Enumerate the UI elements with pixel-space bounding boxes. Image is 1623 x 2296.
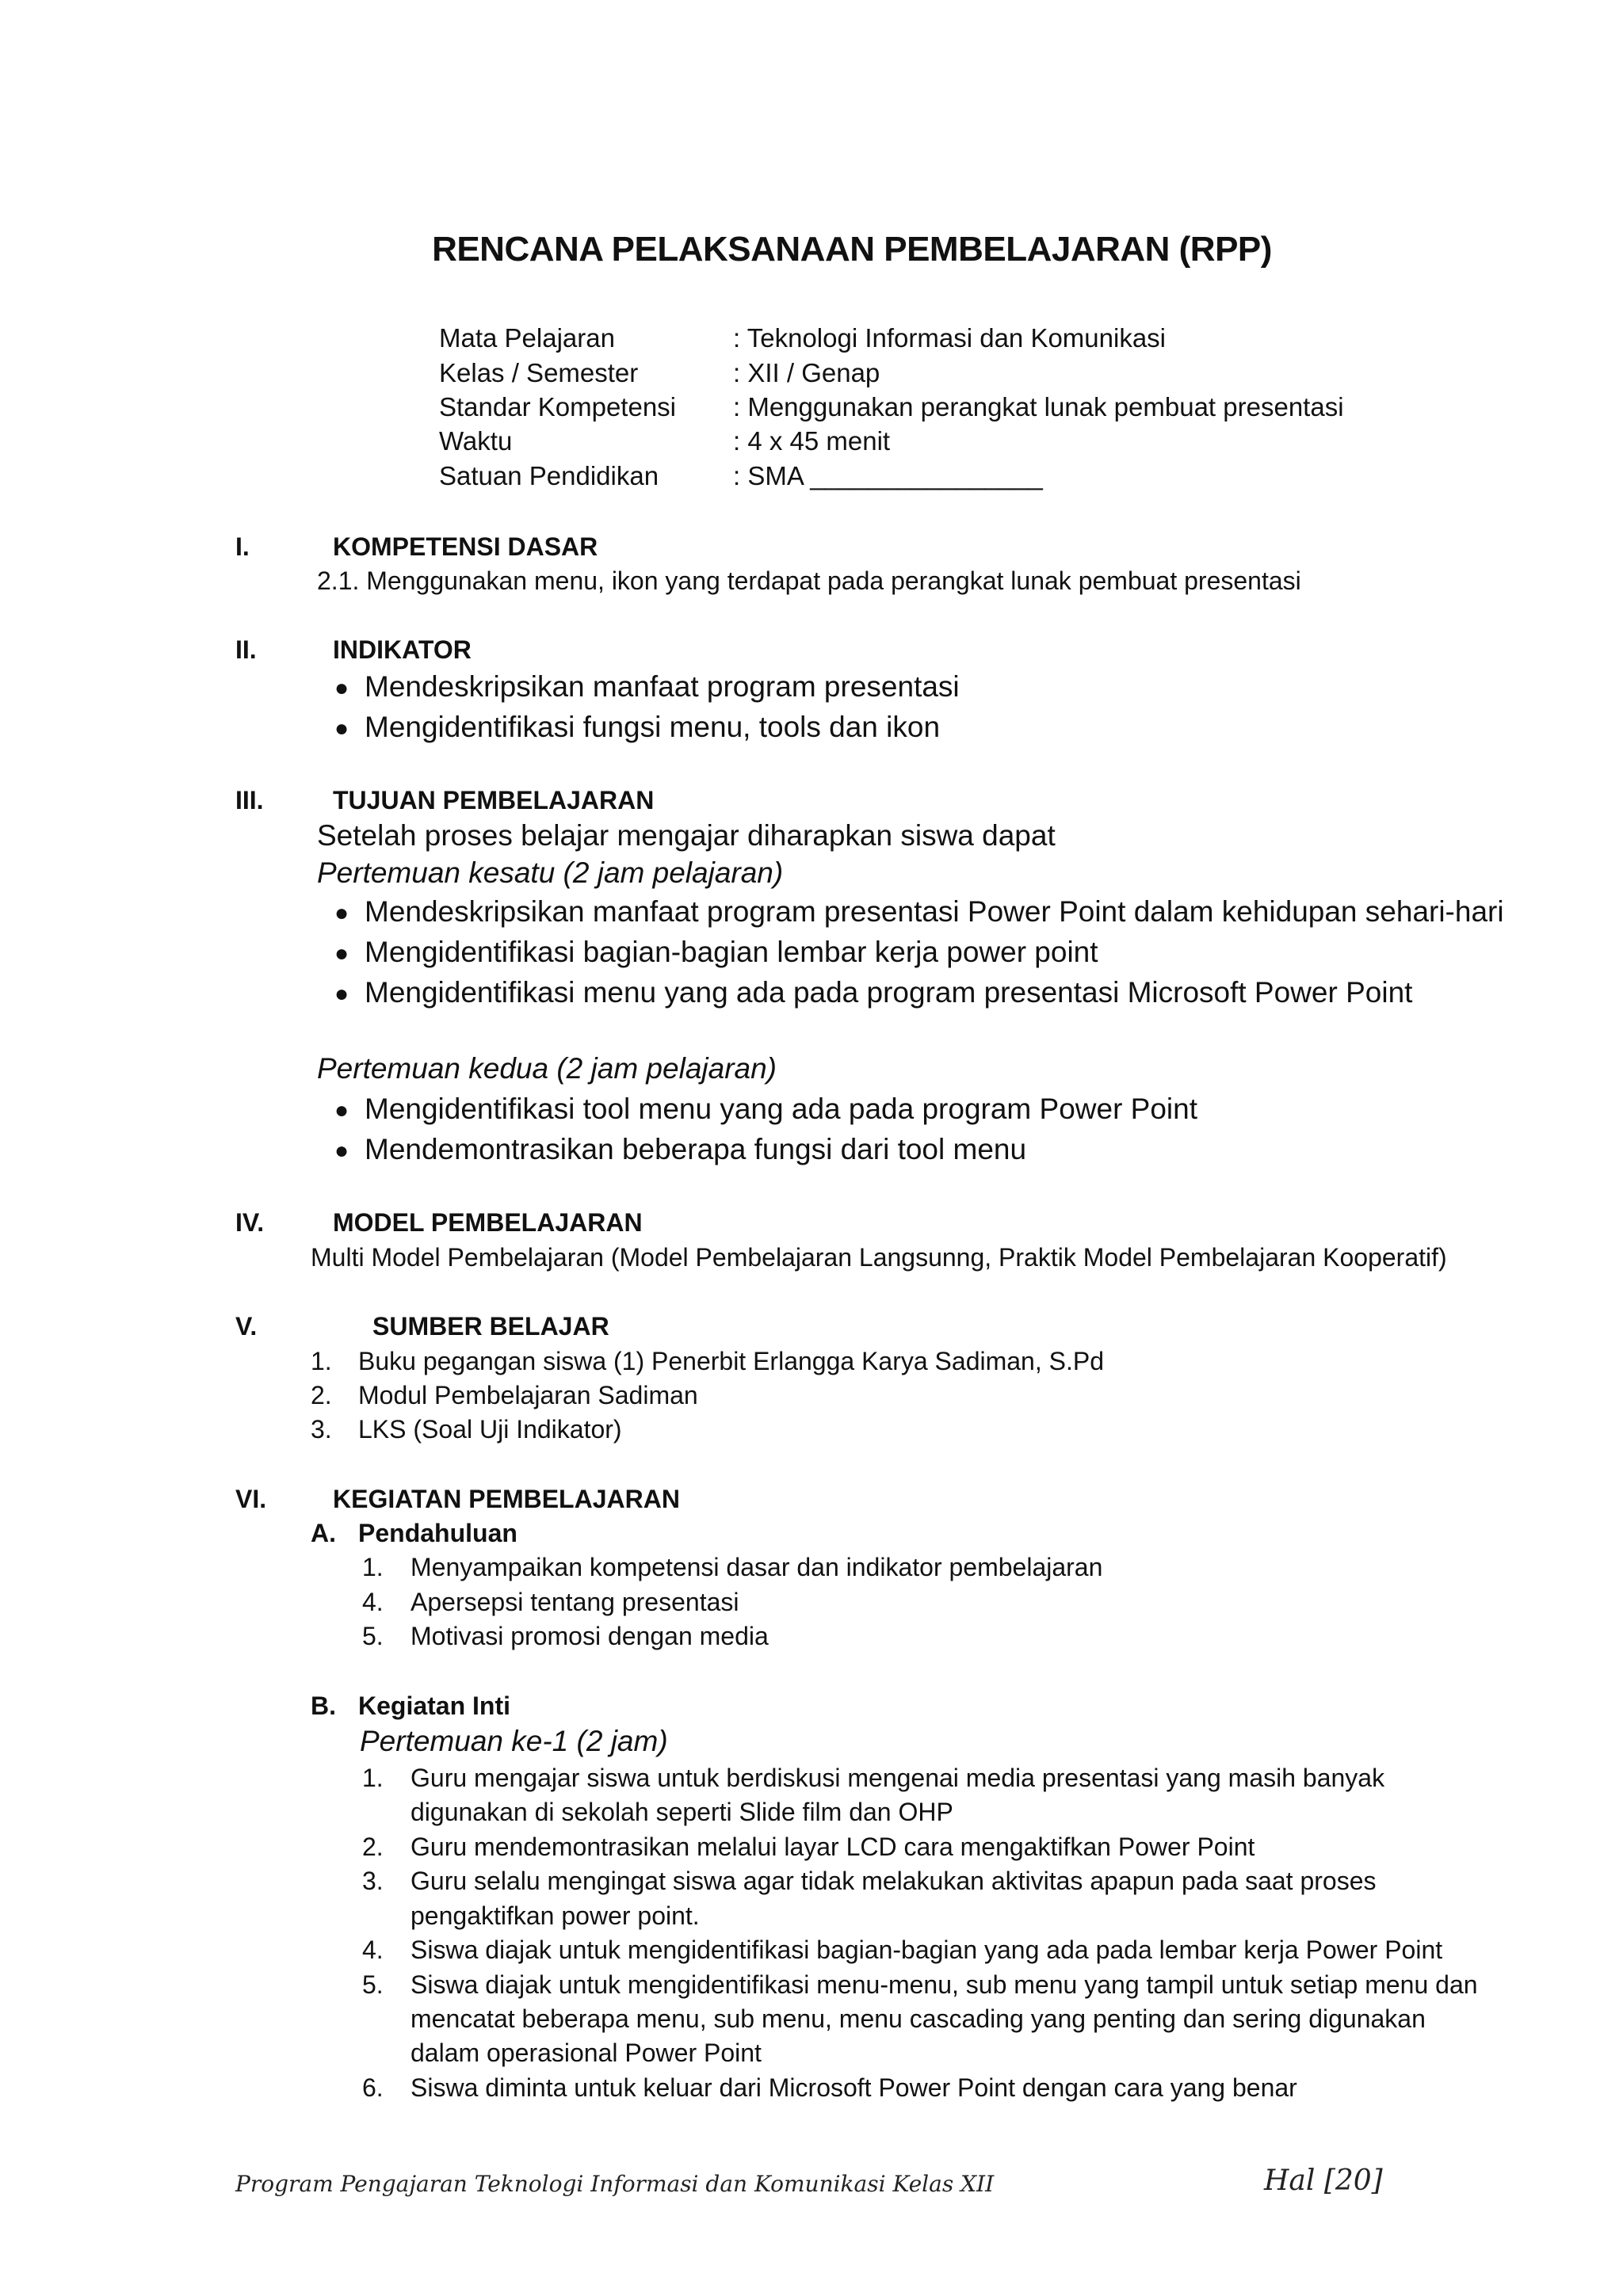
section-number: IV.: [235, 1208, 265, 1237]
bullet-icon: ●: [334, 1138, 349, 1164]
list-item: Mengidentifikasi tool menu yang ada pada program Power Point: [365, 1093, 1198, 1125]
list-number: 2.: [362, 1833, 384, 1861]
list-item: Modul Pembelajaran Sadiman: [358, 1381, 698, 1409]
list-number: 4.: [362, 1936, 384, 1964]
subsection-label: A.: [311, 1519, 336, 1547]
bullet-icon: ●: [334, 675, 349, 701]
footer-text: Program Pengajaran Teknologi Informasi dan Komunikasi Kelas XII: [235, 2171, 995, 2197]
info-value: : Teknologi Informasi dan Komunikasi: [733, 323, 1167, 353]
section-title: KOMPETENSI DASAR: [333, 532, 598, 561]
list-number: 1.: [362, 1553, 384, 1581]
list-item-continuation: pengaktifkan power point.: [411, 1901, 700, 1930]
meeting-heading: Pertemuan ke-1 (2 jam): [360, 1725, 668, 1757]
subsection-label: B.: [311, 1691, 336, 1720]
list-item: Siswa diminta untuk keluar dari Microsoft Power Point dengan cara yang benar: [411, 2073, 1297, 2102]
list-item: Mengidentifikasi fungsi menu, tools dan ikon: [365, 711, 941, 743]
list-number: 1.: [311, 1347, 332, 1375]
list-item: Motivasi promosi dengan media: [411, 1622, 769, 1650]
bullet-icon: ●: [334, 715, 349, 742]
section-number: II.: [235, 635, 257, 664]
list-number: 3.: [311, 1415, 332, 1444]
subsection-title: Pendahuluan: [358, 1519, 517, 1547]
info-label: Mata Pelajaran: [439, 323, 615, 353]
list-item: Mengidentifikasi menu yang ada pada program presentasi Microsoft Power Point: [365, 976, 1413, 1009]
list-item: Menyampaikan kompetensi dasar dan indikator pembelajaran: [411, 1553, 1103, 1581]
list-item: Mendeskripsikan manfaat program presentasi: [365, 670, 960, 703]
info-value: : 4 x 45 menit: [733, 426, 891, 456]
section-number: III.: [235, 786, 264, 814]
section-text: Multi Model Pembelajaran (Model Pembelajaran Langsunng, Praktik Model Pembelajaran Kooperatif): [311, 1243, 1447, 1272]
bullet-icon: ●: [334, 981, 349, 1007]
list-number: 4.: [362, 1588, 384, 1616]
list-item: Mendeskripsikan manfaat program presentasi Power Point dalam kehidupan sehari-hari: [365, 895, 1504, 928]
list-item-continuation: dalam operasional Power Point: [411, 2039, 762, 2067]
info-value: : SMA ________________: [733, 461, 1043, 490]
list-number: 3.: [362, 1867, 384, 1895]
section-intro: Setelah proses belajar mengajar diharapkan siswa dapat: [317, 819, 1056, 852]
list-number: 2.: [311, 1381, 332, 1409]
info-label: Standar Kompetensi: [439, 392, 677, 421]
info-value: : Menggunakan perangkat lunak pembuat presentasi: [733, 392, 1344, 421]
bullet-icon: ●: [334, 940, 349, 967]
info-label: Waktu: [439, 426, 513, 456]
bullet-icon: ●: [334, 1097, 349, 1123]
list-item-continuation: mencatat beberapa menu, sub menu, menu cascading yang penting dan sering digunakan: [411, 2004, 1426, 2033]
list-item: Siswa diajak untuk mengidentifikasi bagian-bagian yang ada pada lembar kerja Power Point: [411, 1936, 1443, 1964]
info-value: : XII / Genap: [733, 358, 880, 387]
list-item: Mendemontrasikan beberapa fungsi dari tool menu: [365, 1133, 1027, 1165]
section-number: I.: [235, 532, 250, 561]
list-item: Apersepsi tentang presentasi: [411, 1588, 739, 1616]
bullet-icon: ●: [334, 900, 349, 926]
list-item: Buku pegangan siswa (1) Penerbit Erlangga Karya Sadiman, S.Pd: [358, 1347, 1104, 1375]
list-item: Mengidentifikasi bagian-bagian lembar kerja power point: [365, 936, 1098, 968]
list-item: Guru mendemontrasikan melalui layar LCD cara mengaktifkan Power Point: [411, 1833, 1255, 1861]
section-title: MODEL PEMBELAJARAN: [333, 1208, 643, 1237]
section-title: INDIKATOR: [333, 635, 472, 664]
list-item: Siswa diajak untuk mengidentifikasi menu-menu, sub menu yang tampil untuk setiap menu dan: [411, 1970, 1478, 1999]
section-title: TUJUAN PEMBELAJARAN: [333, 786, 655, 814]
section-text: 2.1. Menggunakan menu, ikon yang terdapat pada perangkat lunak pembuat presentasi: [317, 566, 1301, 595]
info-label: Kelas / Semester: [439, 358, 639, 387]
list-item: Guru selalu mengingat siswa agar tidak melakukan aktivitas apapun pada saat proses: [411, 1867, 1377, 1895]
page-number: Hal [20]: [1264, 2164, 1383, 2197]
section-title: KEGIATAN PEMBELAJARAN: [333, 1485, 680, 1513]
list-item-continuation: digunakan di sekolah seperti Slide film dan OHP: [411, 1798, 953, 1826]
list-item: LKS (Soal Uji Indikator): [358, 1415, 622, 1444]
list-number: 5.: [362, 1970, 384, 1999]
section-title: SUMBER BELAJAR: [372, 1312, 609, 1341]
list-number: 6.: [362, 2073, 384, 2102]
section-number: V.: [235, 1312, 258, 1341]
subsection-title: Kegiatan Inti: [358, 1691, 511, 1720]
meeting-heading: Pertemuan kesatu (2 jam pelajaran): [317, 856, 784, 889]
info-label: Satuan Pendidikan: [439, 461, 659, 490]
list-number: 1.: [362, 1764, 384, 1792]
list-item: Guru mengajar siswa untuk berdiskusi mengenai media presentasi yang masih banyak: [411, 1764, 1385, 1792]
meeting-heading: Pertemuan kedua (2 jam pelajaran): [317, 1052, 777, 1085]
document-title: RENCANA PELAKSANAAN PEMBELAJARAN (RPP): [432, 230, 1272, 269]
section-number: VI.: [235, 1485, 267, 1513]
list-number: 5.: [362, 1622, 384, 1650]
